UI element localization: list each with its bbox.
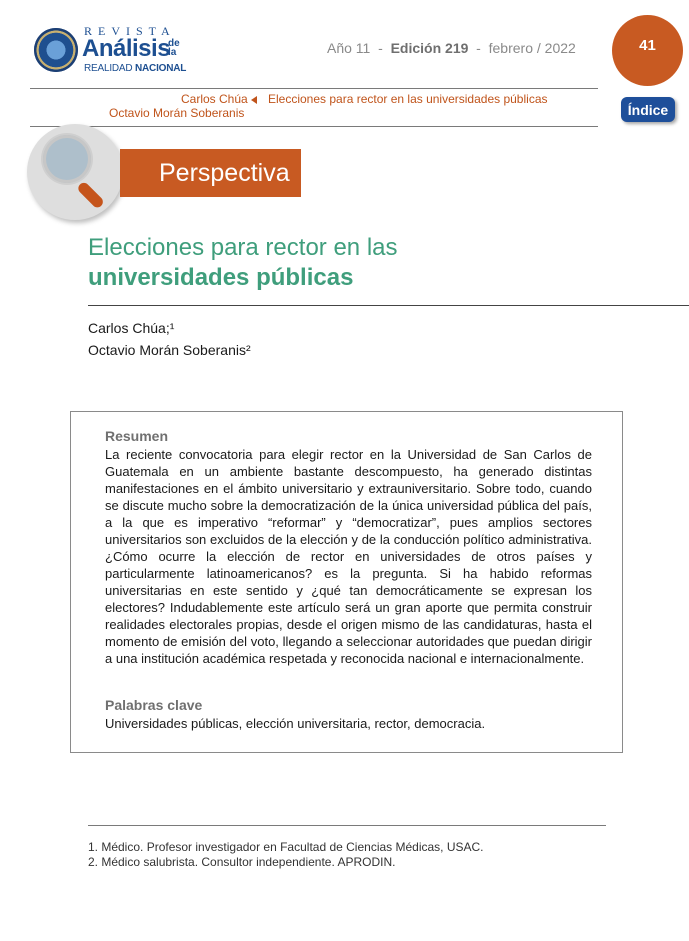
article-author-1: Carlos Chúa;¹ (88, 320, 175, 336)
footnote-2: 2. Médico salubrista. Consultor independiente. APRODIN. (88, 855, 396, 869)
footnote-1: 1. Médico. Profesor investigador en Facultad de Ciencias Médicas, USAC. (88, 840, 484, 854)
university-seal-icon (34, 28, 78, 72)
article-title-line-1: Elecciones para rector en las (88, 234, 398, 261)
issue-date: febrero / 2022 (488, 40, 576, 56)
abstract-text: La reciente convocatoria para elegir rector en la Universidad de San Carlos de Guatemala en un ambiente bastante descompuesto, ha generado distintas manifestaciones en el ámbito universitario y extrauniversitario. Sobre todo, cuando se discute mucho sobre la democratización de la única universidad pública del país, a la que es imperativo “reformar” y “democratizar”, pues amplios sectores universitarios son excluidos de la elección y de la conducción político administrativa. ¿Cómo ocurre la elección de rector en universidades de otros países y particularmente latinoamericanos? es la pregunta. Si ha habido reformas universitarias en este sentido y ¿qué tan democráticamente se expresan los electores? Indudablemente este artículo será un gran aporte que permita construir realidades electorales propias, desde el origen mismo de las candidaturas, hasta el momento de emisión del voto, llegando a seleccionar autoridades que puedan dirigir a una institución académica respetada y reconocida nacional e internacionalmente. (105, 447, 592, 666)
logo-nacional-text: NACIONAL (135, 63, 187, 74)
issue-year: Año 11 (327, 40, 371, 56)
abstract-heading: Resumen (105, 428, 169, 444)
issue-separator-1: - (378, 40, 383, 56)
keywords-heading: Palabras clave (105, 697, 203, 713)
header-rule-bottom (30, 126, 598, 127)
logo-analisis-text: Análisis (82, 35, 171, 62)
section-banner (120, 149, 301, 197)
issue-edition: Edición 219 (390, 40, 469, 56)
logo-revista-text: REVISTA (84, 24, 176, 38)
logo-realidad-text: REALIDAD (84, 63, 133, 74)
page-number-badge (612, 15, 683, 86)
article-title-line-2: universidades públicas (88, 264, 354, 291)
issue-info (327, 40, 576, 56)
page-number: 41 (639, 37, 656, 54)
issue-separator-2: - (476, 40, 481, 56)
indice-label: Índice (627, 101, 669, 118)
title-rule (88, 305, 689, 306)
logo-dela-text: de la (168, 38, 180, 58)
section-label: Perspectiva (159, 158, 290, 187)
article-author-2: Octavio Morán Soberanis² (88, 342, 251, 358)
footnote-rule (88, 825, 606, 826)
running-head-author-2: Octavio Morán Soberanis (109, 106, 245, 120)
logo-realidad-nacional (84, 63, 186, 74)
magnifier-lens (43, 135, 91, 183)
running-head-author-1: Carlos Chúa (181, 92, 248, 106)
keywords-text: Universidades públicas, elección universitaria, rector, democracia. (105, 716, 486, 731)
running-head-title: Elecciones para rector en las universidades públicas (268, 92, 548, 106)
arrow-left-icon (251, 96, 257, 104)
indice-button[interactable] (621, 97, 675, 122)
header-rule-top (30, 88, 598, 89)
